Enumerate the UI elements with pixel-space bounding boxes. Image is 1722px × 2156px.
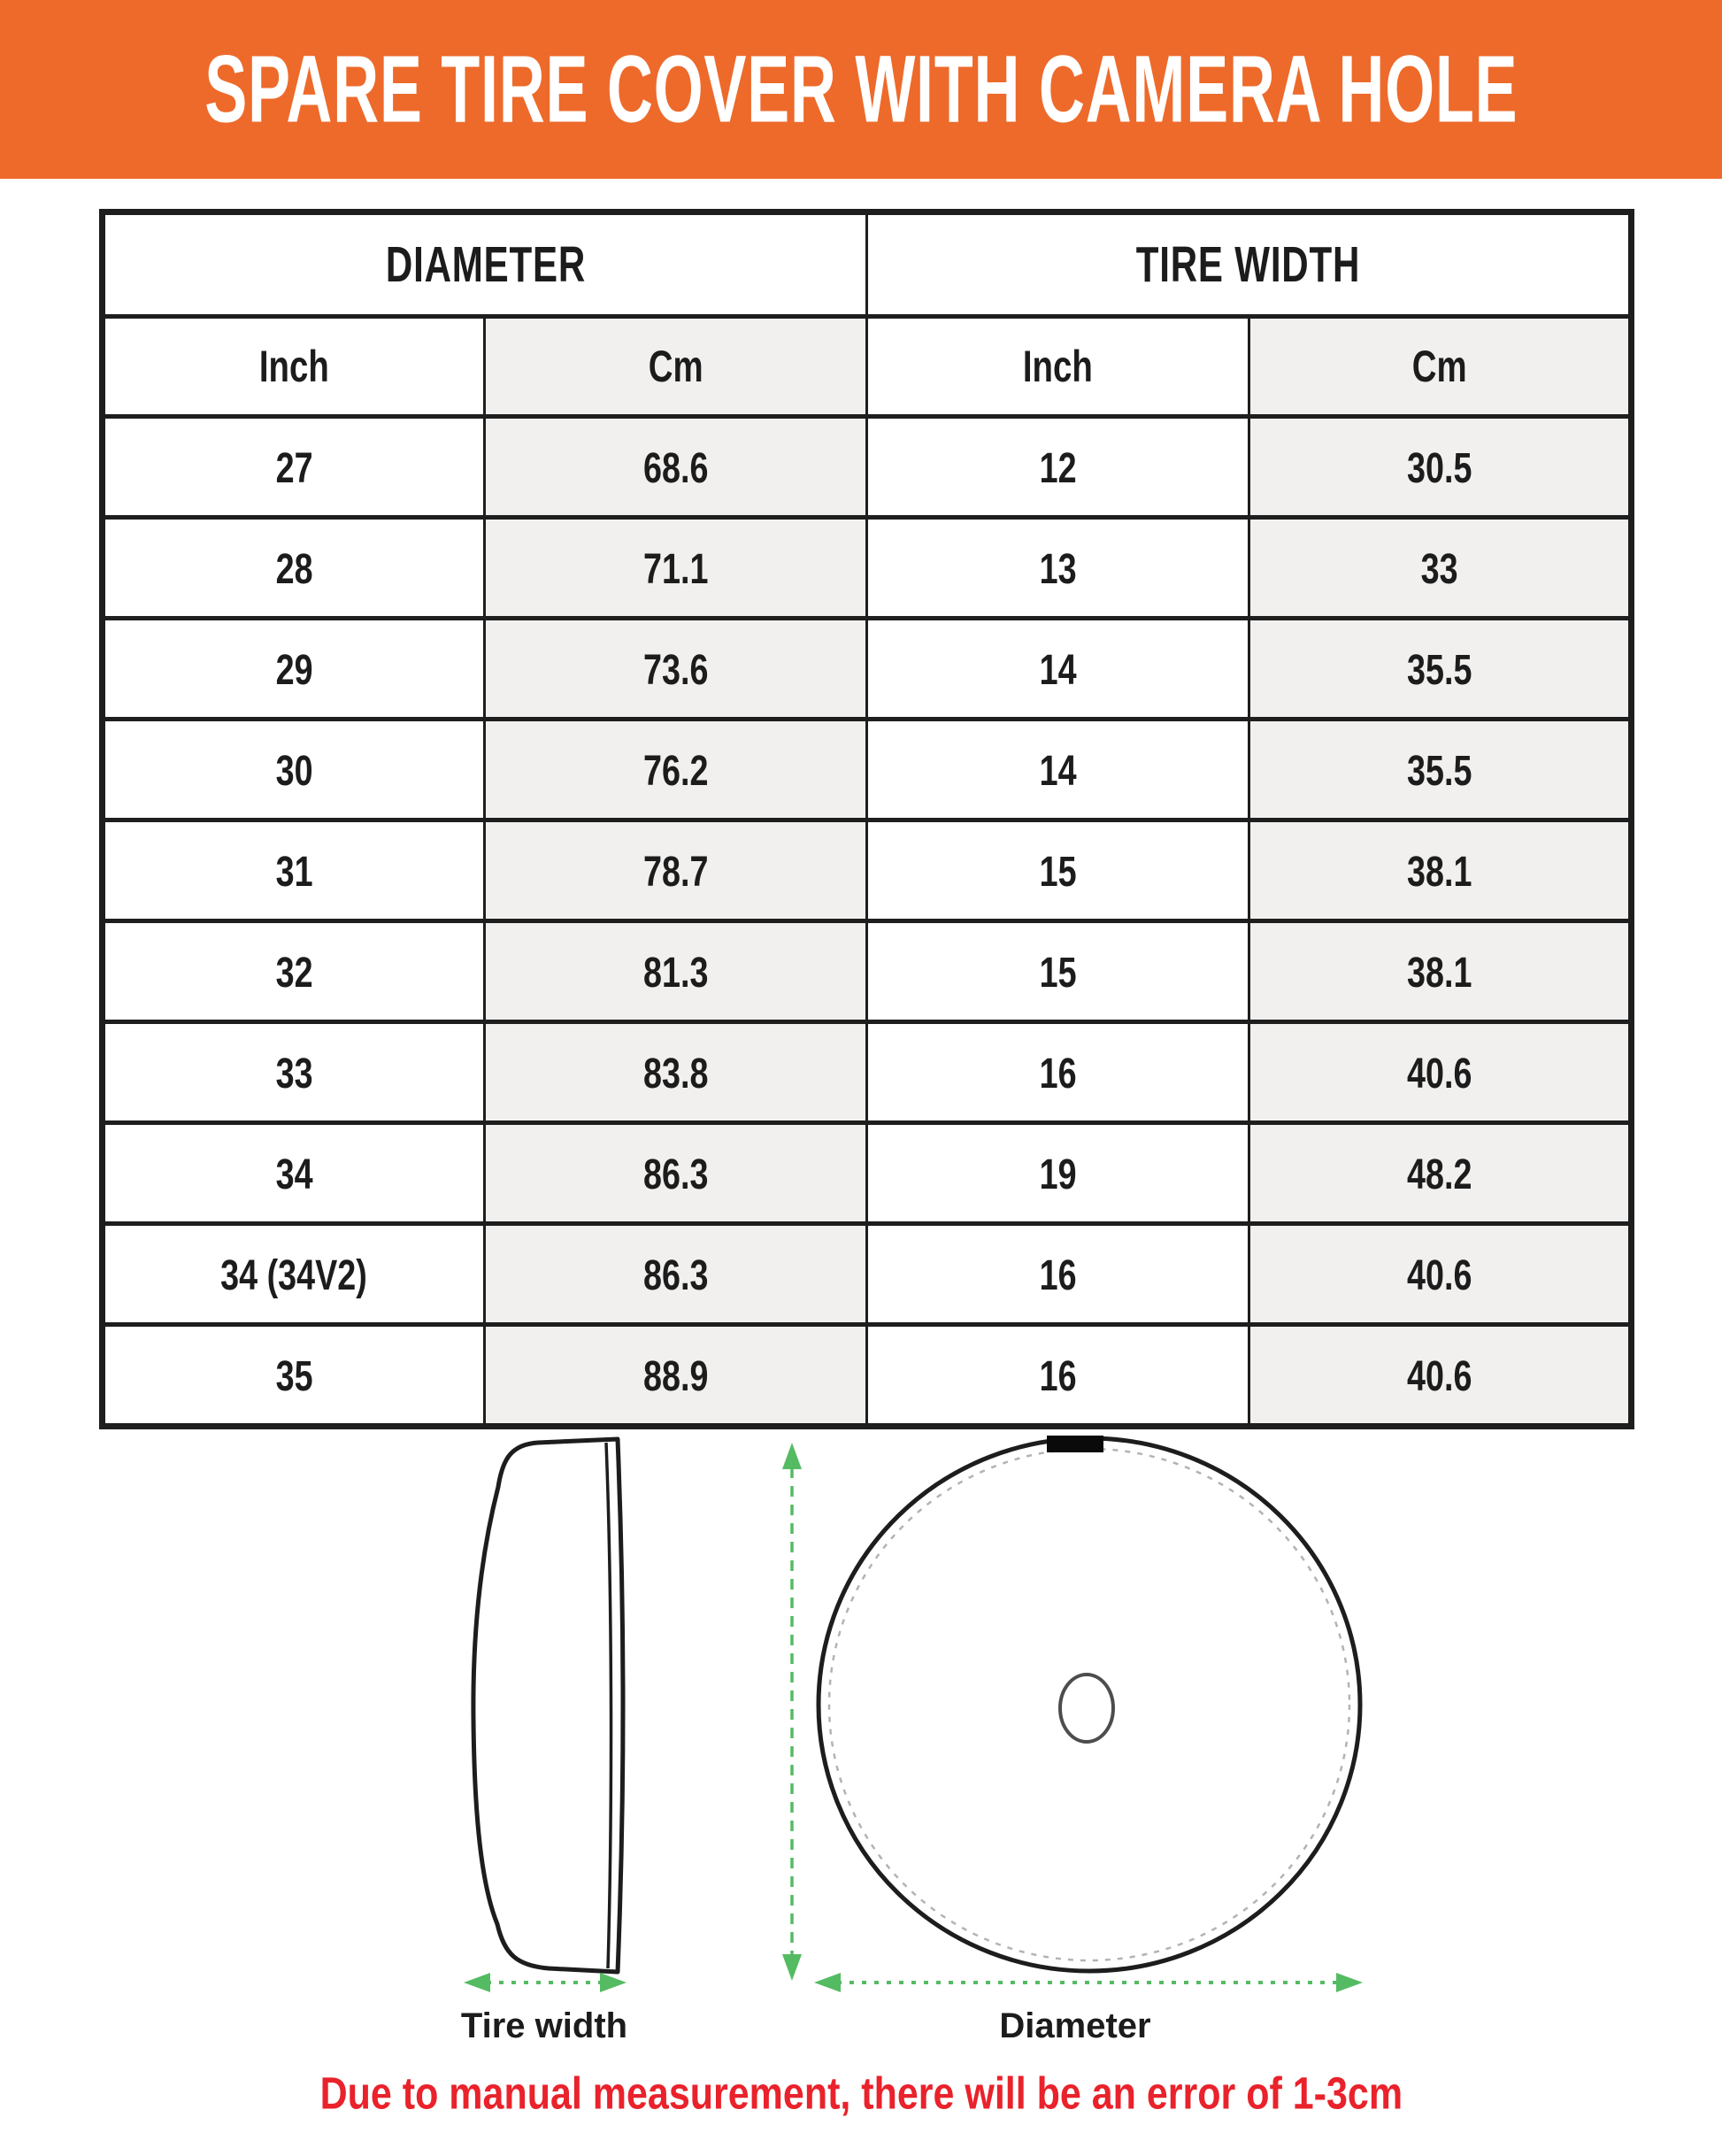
cell-width-inch: 16 — [867, 1022, 1249, 1123]
cell-diameter-inch: 28 — [103, 518, 485, 619]
cell-diameter-inch: 27 — [103, 417, 485, 518]
cell-width-cm: 35.5 — [1249, 720, 1632, 820]
cell-width-cm: 40.6 — [1249, 1022, 1632, 1123]
cell-width-cm: 38.1 — [1249, 921, 1632, 1022]
cell-width-cm: 38.1 — [1249, 820, 1632, 921]
tire-width-label: Tire width — [460, 2006, 628, 2045]
cell-diameter-inch: 31 — [103, 820, 485, 921]
column-header-diameter-inch: Inch — [103, 317, 485, 417]
table-row — [103, 619, 1632, 720]
cell-diameter-cm: 73.6 — [485, 619, 867, 720]
cell-diameter-inch: 35 — [103, 1325, 485, 1427]
tire-side-view — [473, 1439, 623, 1972]
page-title: SPARE TIRE COVER WITH CAMERA HOLE — [204, 35, 1518, 142]
title-banner — [0, 0, 1722, 179]
diameter-arrow-vertical — [782, 1443, 802, 1981]
cell-width-inch: 14 — [867, 720, 1249, 820]
cell-width-inch: 15 — [867, 921, 1249, 1022]
tire-width-arrow — [464, 1973, 627, 1992]
group-header-diameter: DIAMETER — [103, 212, 867, 317]
table-row — [103, 1022, 1632, 1123]
cell-width-cm: 35.5 — [1249, 619, 1632, 720]
column-header-width-cm: Cm — [1249, 317, 1632, 417]
table-row — [103, 1224, 1632, 1325]
measurement-diagram — [425, 1407, 1416, 2067]
cell-diameter-inch: 30 — [103, 720, 485, 820]
cell-diameter-cm: 76.2 — [485, 720, 867, 820]
camera-hole — [1060, 1675, 1113, 1742]
cell-width-inch: 16 — [867, 1325, 1249, 1427]
cell-diameter-cm: 86.3 — [485, 1123, 867, 1224]
cell-diameter-inch: 32 — [103, 921, 485, 1022]
diameter-label: Diameter — [999, 2006, 1151, 2045]
diameter-arrow-horizontal — [814, 1973, 1363, 1992]
table-row — [103, 820, 1632, 921]
cell-width-cm: 33 — [1249, 518, 1632, 619]
cell-width-cm: 40.6 — [1249, 1325, 1632, 1427]
cell-diameter-cm: 68.6 — [485, 417, 867, 518]
table-row — [103, 518, 1632, 619]
cell-diameter-cm: 71.1 — [485, 518, 867, 619]
cell-diameter-cm: 86.3 — [485, 1224, 867, 1325]
table-subheader-row — [103, 317, 1632, 417]
cell-width-inch: 15 — [867, 820, 1249, 921]
measurement-disclaimer: Due to manual measurement, there will be an error of 1-3cm — [319, 2067, 1403, 2119]
tire-front-view — [819, 1436, 1360, 1971]
cell-diameter-cm: 88.9 — [485, 1325, 867, 1427]
cell-diameter-cm: 83.8 — [485, 1022, 867, 1123]
cell-diameter-inch: 34 — [103, 1123, 485, 1224]
table-group-header-row — [103, 212, 1632, 317]
cell-width-inch: 12 — [867, 417, 1249, 518]
table-row — [103, 720, 1632, 820]
cell-diameter-cm: 81.3 — [485, 921, 867, 1022]
table-row — [103, 417, 1632, 518]
cell-width-inch: 14 — [867, 619, 1249, 720]
column-header-diameter-cm: Cm — [485, 317, 867, 417]
cell-diameter-inch: 29 — [103, 619, 485, 720]
table-row — [103, 1123, 1632, 1224]
table-row — [103, 921, 1632, 1022]
size-table — [99, 209, 1634, 1429]
cell-width-cm: 48.2 — [1249, 1123, 1632, 1224]
cell-width-cm: 40.6 — [1249, 1224, 1632, 1325]
cell-width-inch: 16 — [867, 1224, 1249, 1325]
cell-width-inch: 13 — [867, 518, 1249, 619]
cell-diameter-cm: 78.7 — [485, 820, 867, 921]
cell-width-cm: 30.5 — [1249, 417, 1632, 518]
footnote — [0, 2067, 1722, 2119]
strap-marker — [1047, 1436, 1103, 1452]
cell-diameter-inch: 33 — [103, 1022, 485, 1123]
group-header-tire-width: TIRE WIDTH — [867, 212, 1632, 317]
cell-diameter-inch: 34 (34V2) — [103, 1224, 485, 1325]
cell-width-inch: 19 — [867, 1123, 1249, 1224]
column-header-width-inch: Inch — [867, 317, 1249, 417]
